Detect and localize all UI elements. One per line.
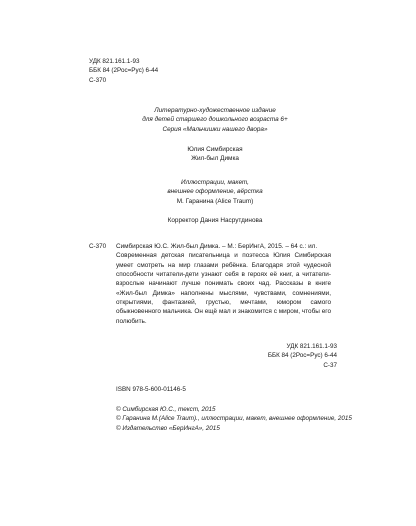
credits-role: Иллюстрации, макет, bbox=[181, 179, 249, 186]
catalog-entry bbox=[116, 242, 331, 326]
corrector bbox=[110, 216, 320, 225]
udk-code: УДК 821.161.1-93 bbox=[89, 58, 140, 65]
book-title: Жил-был Димка bbox=[191, 155, 239, 163]
copyright-illustrations: © Гаранина М.(Alice Traum)., иллюстрации, макет, внешнее оформление, 2015 bbox=[116, 415, 352, 423]
series-name: Серия «Мальчишки нашего двора» bbox=[162, 125, 268, 133]
author-mark: С-370 bbox=[89, 76, 107, 84]
bbk-code: ББК 84 (2Рос=Рус) 6-44 bbox=[89, 67, 159, 75]
author-name: Юлия Симбирская bbox=[187, 146, 243, 153]
copyright-text: © Симбирская Ю.С., текст, 2015 bbox=[116, 406, 216, 413]
title-info bbox=[110, 145, 320, 164]
bibliographic-entry: Симбирская Ю.С. Жил-был Димка. – М.: БерИнгА, 2015. – 64 с.: ил. bbox=[116, 243, 318, 250]
edition-type: Литературно-художественное издание bbox=[154, 107, 276, 114]
bottom-codes bbox=[250, 342, 337, 370]
isbn: ISBN 978-5-600-01146-5 bbox=[116, 386, 186, 393]
udk-code-bottom: УДК 821.161.1-93 bbox=[286, 343, 337, 350]
corrector-line: Корректор Дания Насрутдинова bbox=[167, 217, 263, 224]
top-codes bbox=[89, 57, 158, 85]
bbk-code-bottom: ББК 84 (2Рос=Рус) 6-44 bbox=[267, 352, 337, 360]
copyright-publisher: © Издательство «БерИнгА», 2015 bbox=[116, 424, 220, 432]
age-rating: для детей старшего дошкольного возраста 6+ bbox=[142, 116, 288, 124]
series-info bbox=[110, 106, 320, 134]
annotation: Современная детская писательница и поэтесса Юлия Симбирская умеет смотреть на мир глазами ребёнка. Благодаря этой чудесной способности читатели-дети узнают себя в героях её книг, а читатели-взрослые начинают лучше понимать своих чад. Рассказы в книге «Жил-был Димка» наполнены мыслями, чувствами, сомнениями, открытиями, фантазией, грустью, мечтами, юмором самого обыкновенного мальчика. Он ещё мал и знакомится с миром, чтобы его полюбить. bbox=[116, 252, 331, 325]
author-mark-bottom: С-37 bbox=[323, 361, 337, 369]
illustrator-name: М. Гаранина (Alice Traum) bbox=[176, 197, 254, 205]
catalog-code: С-370 bbox=[89, 243, 107, 250]
credits-role-cont: внешнее оформление, вёрстка bbox=[167, 188, 263, 196]
credits bbox=[110, 178, 320, 206]
copyright-block bbox=[116, 405, 352, 433]
